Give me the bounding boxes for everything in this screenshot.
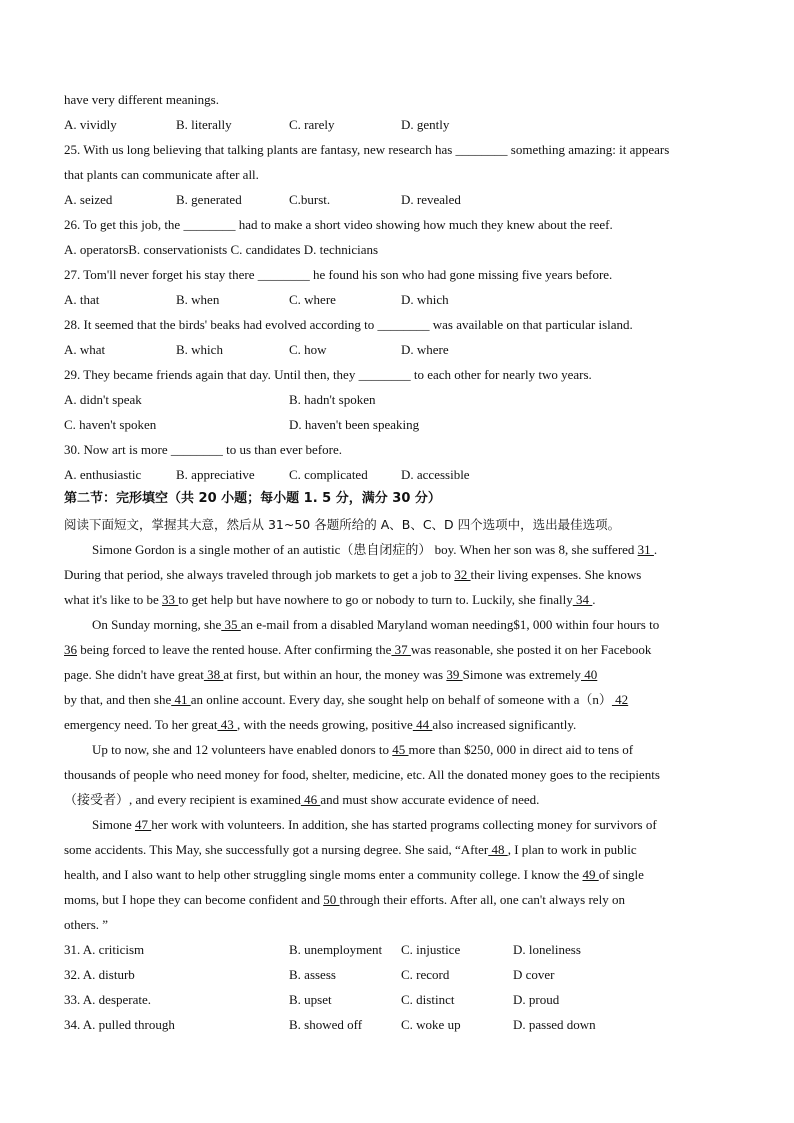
blank-35: 35 — [221, 617, 241, 632]
q27-option-a: A. that — [64, 292, 100, 307]
blank-41: 41 — [171, 692, 191, 707]
q27-option-d: D. which — [401, 292, 449, 307]
q30-stem: 30. Now art is more ________ to us than ever before. — [64, 442, 342, 457]
blank-47: 47 — [134, 817, 152, 832]
q25-option-a: A. seized — [64, 192, 113, 207]
passage-p1-line3: what it's like to be 33 to get help but have nowhere to go or nobody to turn to. Luckily, she finally 34 . — [64, 592, 596, 607]
q28-stem: 28. It seemed that the birds' beaks had evolved according to ________ was available on that particular island. — [64, 317, 633, 332]
passage-p3-line2: thousands of people who need money for food, shelter, medicine, etc. All the donated money goes to the recipients — [64, 767, 660, 782]
section-instruction: 阅读下面短文，掌握其大意，然后从 31~50 各题所给的 A、B、C、D 四个选项中，选出最佳选项。 — [64, 517, 621, 532]
q31-option-d: D. loneliness — [513, 942, 581, 957]
q33-option-a: 33. A. desperate. — [64, 992, 152, 1007]
q29-option-b: B. hadn't spoken — [289, 392, 376, 407]
q30-option-c: C. complicated — [289, 467, 368, 482]
q34-option-b: B. showed off — [289, 1017, 363, 1032]
q30-option-b: B. appreciative — [176, 467, 255, 482]
q33-option-b: B. upset — [289, 992, 332, 1007]
q29-option-c: C. haven't spoken — [64, 417, 157, 432]
q28-option-a: A. what — [64, 342, 106, 357]
blank-42: 42 — [611, 692, 629, 707]
passage-p2-line5: emergency need. To her great 43 , with the needs growing, positive 44 also increased significantly. — [64, 717, 577, 732]
q32-option-b: B. assess — [289, 967, 336, 982]
blank-34: 34 — [572, 592, 593, 607]
blank-44: 44 — [412, 717, 433, 732]
q25-option-b: B. generated — [176, 192, 242, 207]
q24-option-d: D. gently — [401, 117, 450, 132]
q29-option-a: A. didn't speak — [64, 392, 142, 407]
q31-option-b: B. unemployment — [289, 942, 383, 957]
q32-option-d: D cover — [513, 967, 555, 982]
blank-45: 45 — [392, 742, 409, 757]
q27-option-c: C. where — [289, 292, 336, 307]
q30-option-d: D. accessible — [401, 467, 470, 482]
passage-p4-line4: moms, but I hope they can become confident and 50 through their efforts. After all, one can't always rely on — [64, 892, 625, 907]
q27-option-b: B. when — [176, 292, 220, 307]
blank-46: 46 — [300, 792, 321, 807]
q32-option-c: C. record — [401, 967, 450, 982]
q24-stem-end: have very different meanings. — [64, 92, 219, 107]
section-heading: 第二节：完形填空（共 20 小题；每小题 1. 5 分，满分 30 分） — [64, 491, 441, 506]
q24-option-b: B. literally — [176, 117, 232, 132]
q32-option-a: 32. A. disturb — [64, 967, 135, 982]
blank-36: 36 — [64, 642, 77, 657]
q33-option-c: C. distinct — [401, 992, 455, 1007]
q31-option-c: C. injustice — [401, 942, 461, 957]
q25-stem-cont: that plants can communicate after all. — [64, 167, 259, 182]
q28-option-d: D. where — [401, 342, 449, 357]
passage-p2-line1: On Sunday morning, she 35 an e-mail from a disabled Maryland woman needing$1, 000 within four hours to — [92, 617, 660, 632]
q25-option-c: C.burst. — [289, 192, 331, 207]
passage-p4-line5: others. ” — [64, 917, 109, 932]
q31-option-a: 31. A. criticism — [64, 942, 145, 957]
passage-p3-line1: Up to now, she and 12 volunteers have enabled donors to 45 more than $250, 000 in direct aid to tens of — [92, 742, 634, 757]
q24-option-a: A. vividly — [64, 117, 117, 132]
blank-49: 49 — [582, 867, 599, 882]
blank-32: 32 — [454, 567, 471, 582]
q34-option-d: D. passed down — [513, 1017, 596, 1032]
q26-options: A. operatorsB. conservationists C. candidates D. technicians — [64, 242, 379, 257]
q28-option-c: C. how — [289, 342, 327, 357]
passage-p3-line3: （接受者）, and every recipient is examined 46 and must show accurate evidence of need. — [64, 792, 540, 807]
passage-p2-line2: 36 being forced to leave the rented house. After confirming the 37 was reasonable, she posted it on her Facebook — [64, 642, 652, 657]
passage-p2-line3: page. She didn't have great 38 at first, but within an hour, the money was 39 Simone was extremely 40 — [64, 667, 598, 682]
blank-40: 40 — [581, 667, 598, 682]
passage-p2-line4: by that, and then she 41 an online account. Every day, she sought help on behalf of someone with a（n） 42 — [64, 692, 629, 707]
q25-stem: 25. With us long believing that talking plants are fantasy, new research has ________ something amazing: it appears — [64, 142, 670, 157]
q25-option-d: D. revealed — [401, 192, 461, 207]
passage-p4-line1: Simone 47 her work with volunteers. In addition, she has started programs collecting money for survivors of — [92, 817, 657, 832]
blank-48: 48 — [488, 842, 508, 857]
passage-p1-line2: During that period, she always traveled through job markets to get a job to 32 their living expenses. She knows — [64, 567, 642, 582]
blank-50: 50 — [323, 892, 340, 907]
passage-p4-line2: some accidents. This May, she successfully got a nursing degree. She said, “After 48 , I plan to work in public — [64, 842, 637, 857]
blank-39: 39 — [446, 667, 463, 682]
blank-31: 31 — [637, 542, 654, 557]
blank-38: 38 — [203, 667, 224, 682]
q33-option-d: D. proud — [513, 992, 560, 1007]
blank-43: 43 — [217, 717, 237, 732]
passage-p4-line3: health, and I also want to help other struggling single moms enter a community college. I know the 49 of single — [64, 867, 644, 882]
q29-stem: 29. They became friends again that day. Until then, they ________ to each other for nearly two years. — [64, 367, 592, 382]
q27-stem: 27. Tom'll never forget his stay there ________ he found his son who had gone missing five years before. — [64, 267, 613, 282]
passage-p1-line1: Simone Gordon is a single mother of an autistic（患自闭症的） boy. When her son was 8, she suffered 31 . — [92, 542, 658, 557]
q34-option-a: 34. A. pulled through — [64, 1017, 175, 1032]
blank-33: 33 — [162, 592, 179, 607]
q29-option-d: D. haven't been speaking — [289, 417, 420, 432]
q26-stem: 26. To get this job, the ________ had to make a short video showing how much they knew about the reef. — [64, 217, 613, 232]
q30-option-a: A. enthusiastic — [64, 467, 142, 482]
blank-37: 37 — [391, 642, 411, 657]
q34-option-c: C. woke up — [401, 1017, 461, 1032]
q28-option-b: B. which — [176, 342, 223, 357]
q24-option-c: C. rarely — [289, 117, 335, 132]
